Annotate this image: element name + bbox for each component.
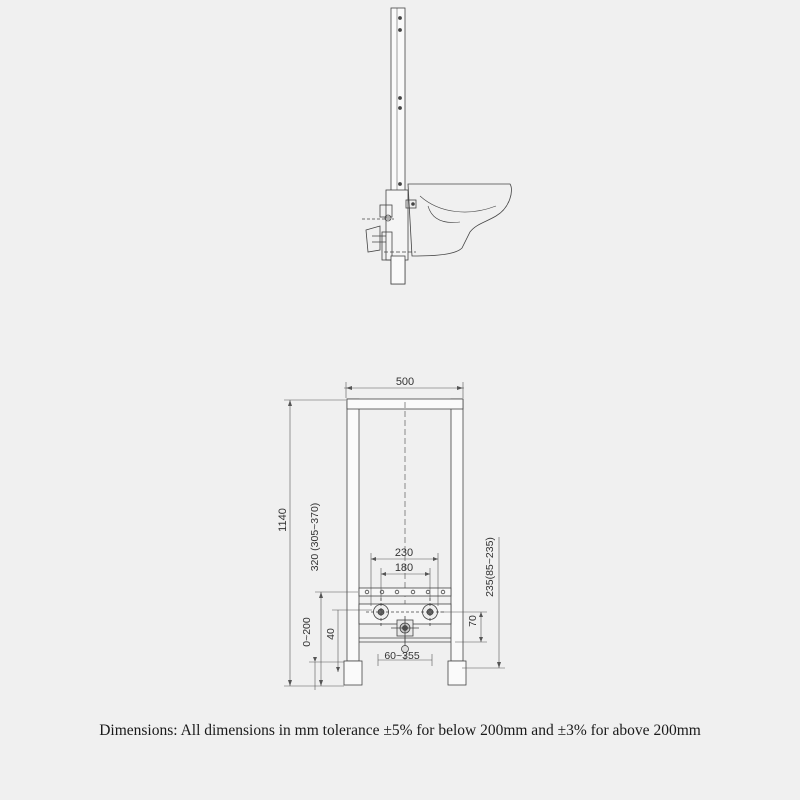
front-view bbox=[344, 399, 466, 685]
dim-gap-70: 70 bbox=[467, 615, 479, 627]
bidet-bowl-side bbox=[408, 184, 511, 256]
dim-spacing-230: 230 bbox=[394, 547, 414, 559]
frame-right-post bbox=[451, 399, 463, 661]
dim-outlet-height: 320 (305~370) bbox=[309, 502, 321, 572]
right-foot bbox=[448, 661, 466, 685]
dim-adjust-range: 0~200 bbox=[301, 617, 313, 647]
dim-width-500: 500 bbox=[395, 376, 415, 388]
dimensions-caption: Dimensions: All dimensions in mm tolerance ±5% for below 200mm and ±3% for above 200mm bbox=[99, 722, 701, 739]
left-foot bbox=[344, 661, 362, 685]
dim-side-height: 235(85~235) bbox=[484, 537, 496, 597]
dim-height-1140: 1140 bbox=[277, 508, 289, 532]
side-view bbox=[362, 8, 511, 284]
dim-bottom-range: 60~355 bbox=[384, 650, 420, 662]
dim-spacing-180: 180 bbox=[394, 562, 414, 574]
frame-left-post bbox=[347, 399, 359, 661]
mounting-rail-upper bbox=[359, 588, 451, 596]
dim-foot-40: 40 bbox=[325, 628, 337, 640]
